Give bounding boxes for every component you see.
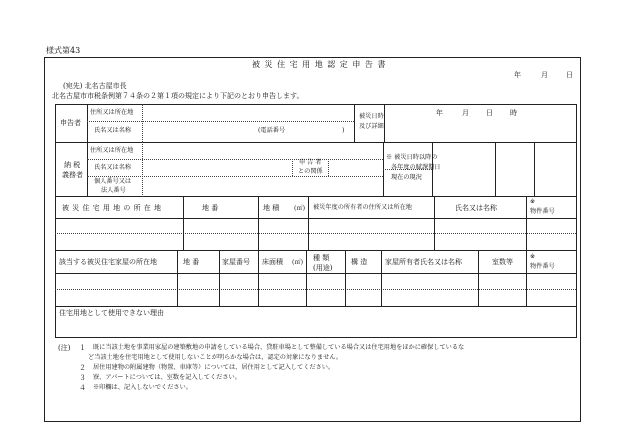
taxpayer-address-label: 住所又は所在地	[90, 147, 134, 154]
house-rooms-header: 室数等	[492, 258, 513, 266]
form-title: 被 災 住 宅 用 地 認 定 申 告 書	[252, 60, 387, 69]
applicant-phone-close: )	[342, 127, 345, 134]
note-1-number: １	[79, 344, 86, 352]
applicant-address-field[interactable]	[144, 108, 352, 119]
house-structure-header: 構 造	[351, 258, 368, 266]
note-3: 寮、アパートについては、室数を記入してください。	[93, 374, 241, 381]
house-location-header: 該当する被災住宅家屋の所在地	[59, 258, 157, 266]
note-1-line-2: ど当該土地を住宅用地として使用しないことが明らかな場合は、認定の対象になりません。	[88, 354, 343, 361]
house-asterisk: ※	[530, 253, 536, 260]
land-area-unit: (㎡)	[294, 205, 306, 212]
house-property-no-header: 物件番号	[530, 263, 555, 270]
land-property-no-header: 物件番号	[530, 208, 555, 215]
applicant-address-label: 住所又は所在地	[90, 109, 134, 116]
form-number: 様式第43	[46, 46, 81, 55]
reason-field[interactable]	[58, 320, 574, 335]
post-disaster-label-3: 現在の現況	[391, 174, 422, 181]
taxpayer-label-1: 納 税	[64, 161, 81, 169]
house-lot-header: 地 番	[183, 258, 200, 266]
taxpayer-name-label: 氏名又は名称	[94, 164, 132, 171]
taxpayer-id-label-1: 個人番号又は	[94, 178, 132, 185]
disaster-date-label-1: 被災日時	[359, 113, 384, 120]
disaster-detail-field[interactable]	[388, 122, 573, 140]
post-disaster-label-1: ※ 被災日時以降の	[386, 154, 438, 161]
note-2: 居住用建物の附属建物（物置、車庫等）については、居住用として記入してください。	[93, 364, 335, 371]
applicant-label: 申告者	[60, 119, 81, 127]
land-lot-header: 地 番	[202, 204, 219, 212]
taxpayer-label-2: 義務者	[62, 171, 83, 179]
house-kind-header-1: 種 類	[313, 254, 330, 262]
taxpayer-id-field[interactable]	[144, 178, 382, 195]
taxpayer-id-label-2: 法人番号	[101, 187, 126, 194]
post-disaster-label-2: 各年度の賦課期日	[391, 164, 441, 171]
applicant-phone-label: (電話番号	[258, 127, 286, 134]
disaster-year-label: 年	[436, 109, 443, 117]
house-kind-header-2: (用途)	[313, 264, 333, 272]
relation-label-1: 申 告 者	[299, 159, 322, 166]
disaster-month-label: 月	[462, 109, 469, 117]
land-owner-name-header: 氏名又は名称	[455, 204, 497, 212]
disaster-day-label: 日	[486, 109, 493, 117]
addressee: (宛先) 北名古屋市長	[63, 82, 127, 90]
disaster-hour-label: 時	[510, 109, 517, 117]
date-year-label: 年	[514, 71, 521, 79]
taxpayer-name-field[interactable]	[144, 161, 290, 174]
house-floor-area-unit: (㎡)	[292, 259, 304, 266]
reason-label: 住宅用地として使用できない理由	[59, 309, 164, 317]
note-1-line-1: 既に当該土地を事業用家屋の建築敷地の申請をしている場合、貸駐車場として整備している場合又は住宅用地をほかに確保しているな	[93, 344, 465, 351]
preamble: 北名古屋市市税条例第７４条の２第１項の規定により下記のとおり申告します。	[52, 92, 304, 100]
date-month-label: 月	[541, 71, 548, 79]
note-2-number: ２	[79, 364, 86, 372]
land-area-header: 地 積	[263, 204, 280, 212]
land-location-header: 被 災 住 宅 用 地 の 所 在 地	[62, 204, 162, 212]
house-floor-area-header: 床面積	[262, 258, 283, 266]
note-3-number: ３	[79, 374, 86, 382]
notes-prefix: (注)	[58, 344, 71, 352]
relation-label-2: との関係	[298, 168, 323, 175]
land-owner-header: 被災年度の所有者の住所又は所在地	[313, 204, 412, 211]
house-number-header: 家屋番号	[222, 258, 250, 266]
relation-field[interactable]	[330, 161, 382, 174]
land-asterisk: ※	[530, 198, 536, 205]
applicant-name-label: 氏名又は名称	[94, 127, 132, 134]
note-4-number: ４	[79, 384, 86, 392]
taxpayer-address-field[interactable]	[144, 145, 382, 157]
house-owner-name-header: 家屋所有者氏名又は名称	[385, 258, 462, 266]
date-day-label: 日	[566, 71, 573, 79]
applicant-name-field[interactable]	[144, 124, 256, 138]
disaster-date-label-2: 及び詳細	[359, 123, 384, 130]
note-4: ※印欄は、記入しないでください。	[93, 384, 192, 391]
